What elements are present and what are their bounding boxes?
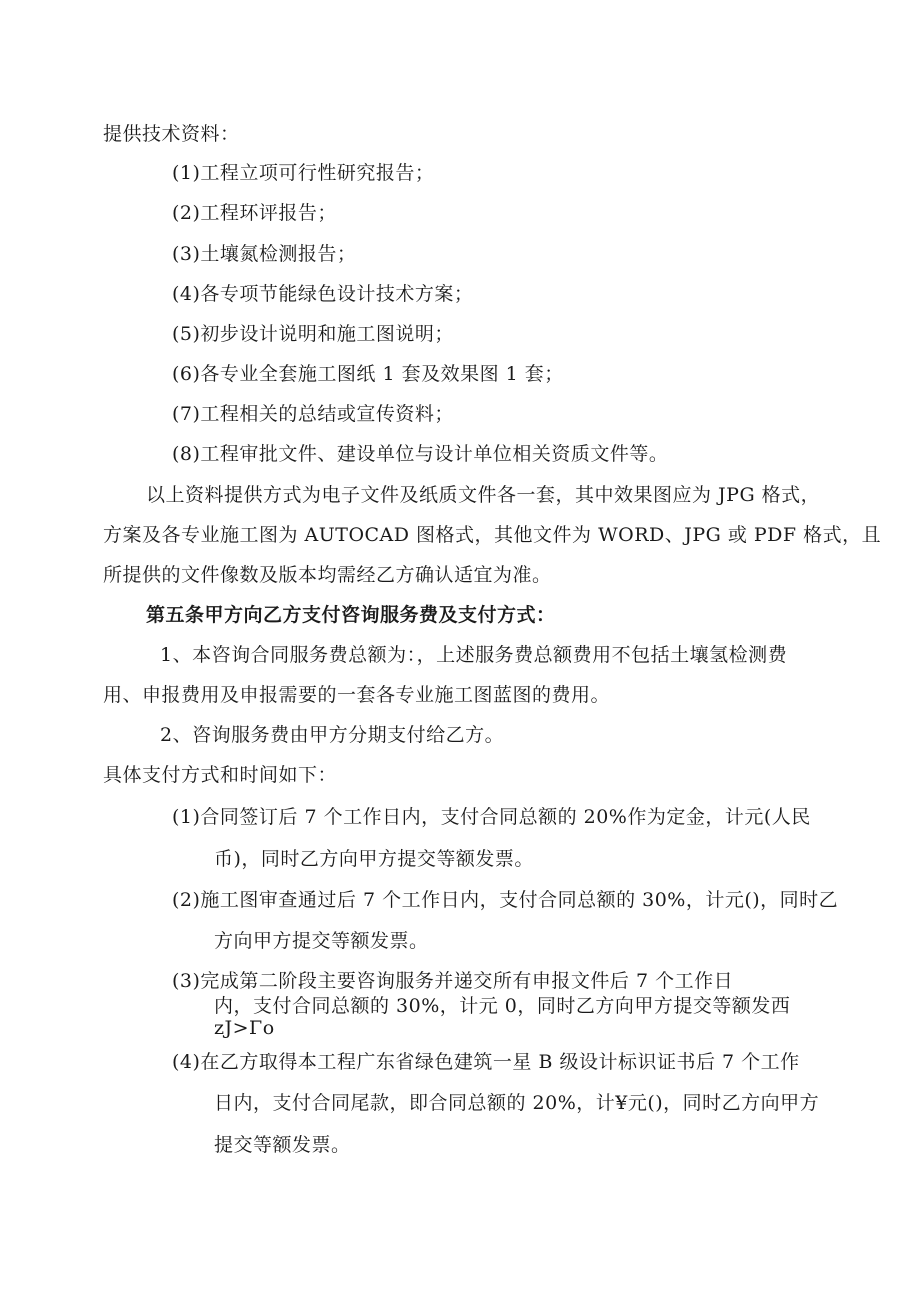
format-paragraph-line-2: 方案及各专业施工图为 AUTOCAD 图格式，其他文件为 WORD、JPG 或 PDF 格式，且 [103, 524, 882, 546]
material-item-3: (3)土壤氮检测报告； [172, 243, 357, 265]
clause1-line-2: 用、申报费用及申报需要的一套各专业施工图蓝图的费用。 [103, 684, 611, 706]
article5-heading: 第五条甲方向乙方支付咨询服务费及支付方式： [146, 604, 556, 626]
material-item-1: (1)工程立项可行性研究报告； [172, 162, 435, 184]
intro-line: 提供技术资料： [103, 123, 240, 145]
clause1-line-1: 1、本咨询合同服务费总额为：，上述服务费总额费用不包括土壤氢检测费 [160, 644, 788, 666]
payment-3-line-1: (3)完成第二阶段主要咨询服务并递交所有申报文件后 7 个工作日 [172, 970, 734, 992]
material-item-7: (7)工程相关的总结或宣传资料； [172, 403, 454, 425]
clause2-line: 2、咨询服务费由甲方分期支付给乙方。 [160, 724, 505, 746]
material-item-6: (6)各专业全套施工图纸 1 套及效果图 1 套； [172, 363, 564, 385]
payment-2-line-1: (2)施工图审查通过后 7 个工作日内，支付合同总额的 30%，计元()，同时乙 [172, 889, 839, 911]
payment-1-line-2: 币)，同时乙方向甲方提交等额发票。 [214, 848, 534, 870]
payment-2-line-2: 方向甲方提交等额发票。 [214, 930, 429, 952]
format-paragraph-line-3: 所提供的文件像数及版本均需经乙方确认适宜为准。 [103, 564, 552, 586]
payment-4-line-3: 提交等额发票。 [214, 1134, 351, 1156]
payment-3-line-3: zJ>Γo [214, 1017, 275, 1039]
material-item-4: (4)各专项节能绿色设计技术方案； [172, 283, 474, 305]
material-item-2: (2)工程环评报告； [172, 202, 337, 224]
payment-3-line-2: 内，支付合同总额的 30%，计元 0，同时乙方向甲方提交等额发西 [214, 995, 791, 1017]
payment-intro: 具体支付方式和时间如下： [103, 764, 338, 786]
payment-4-line-2: 日内，支付合同尾款，即合同总额的 20%，计¥元()，同时乙方向甲方 [214, 1092, 820, 1114]
material-item-5: (5)初步设计说明和施工图说明； [172, 323, 454, 345]
material-item-8: (8)工程审批文件、建设单位与设计单位相关资质文件等。 [172, 443, 669, 465]
payment-1-line-1: (1)合同签订后 7 个工作日内，支付合同总额的 20%作为定金，计元(人民 [172, 806, 811, 828]
format-paragraph-line-1: 以上资料提供方式为电子文件及纸质文件各一套，其中效果图应为 JPG 格式， [146, 484, 821, 506]
payment-4-line-1: (4)在乙方取得本工程广东省绿色建筑一星 B 级设计标识证书后 7 个工作 [172, 1051, 800, 1073]
